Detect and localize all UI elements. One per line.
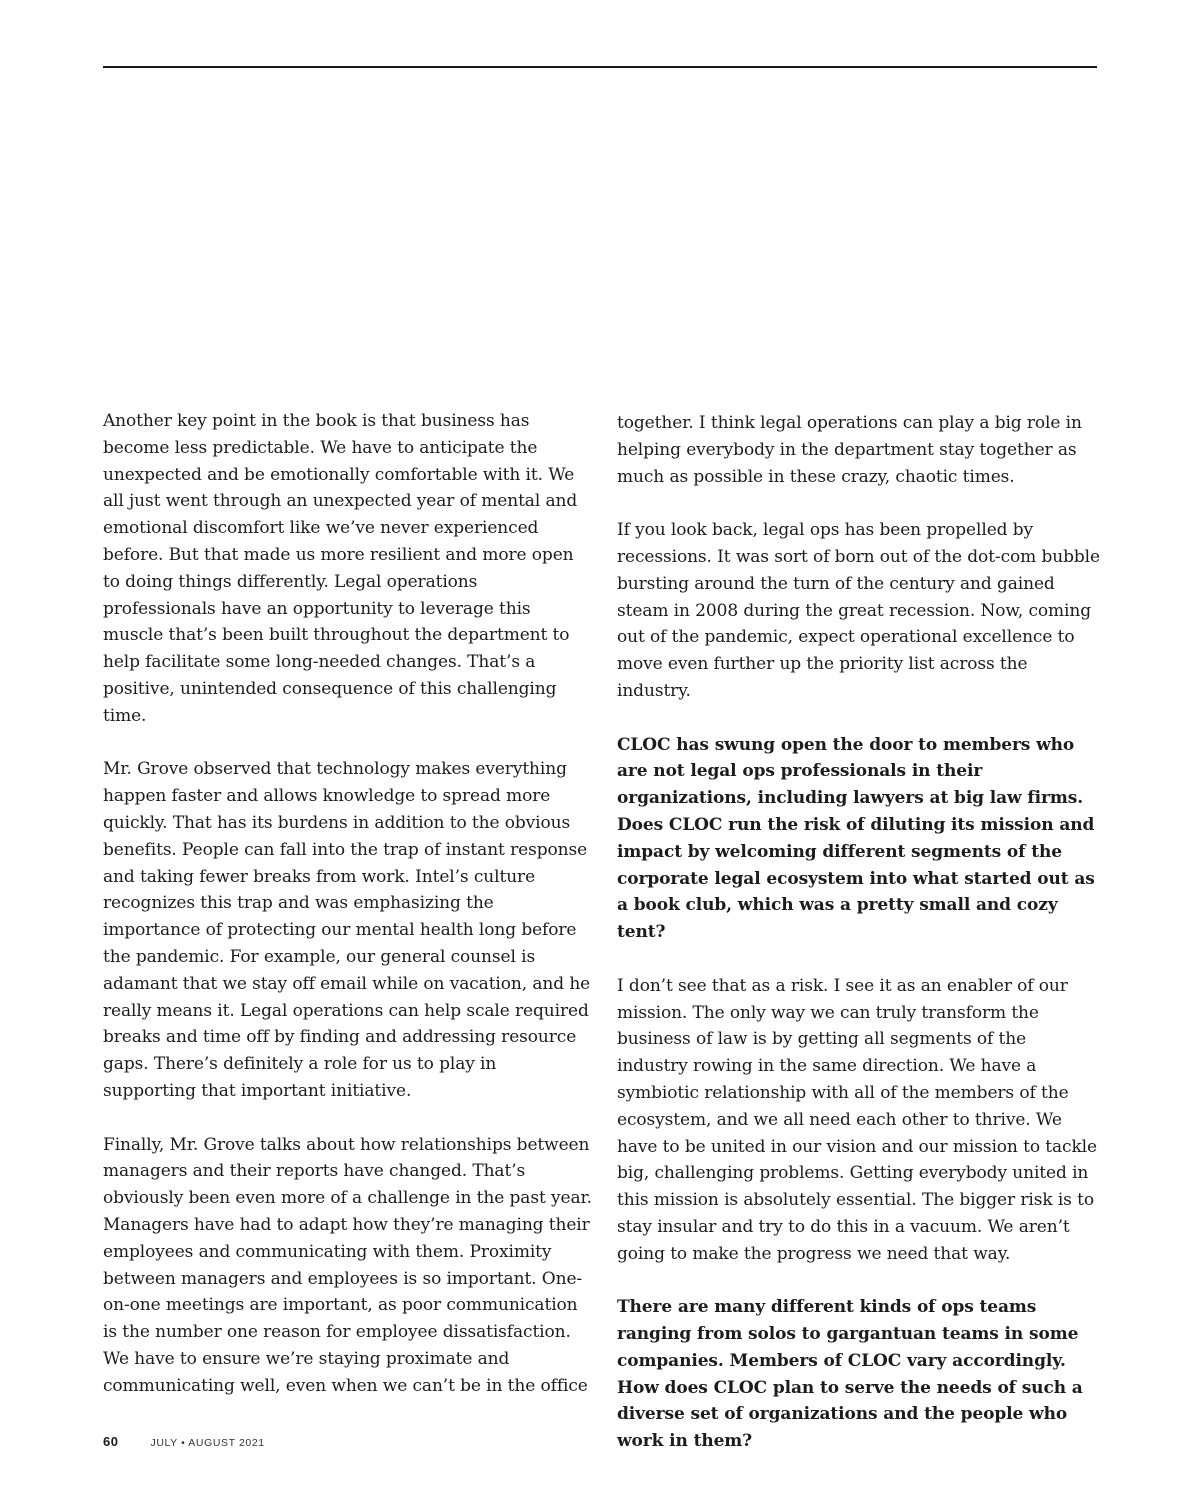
interview-answer: I don’t see that as a risk. I see it as an enabler of our mission. The only way we can truly transform the business of law is by getting all segments of the industry rowing in the same direction. We have a symbiotic relationship with all of the members of the ecosystem, and we all need each other to thrive. We have to be united in our vision and our mission to tackle big, challenging problems. Getting everybody united in this mission is absolutely essential. The bigger risk is to stay insular and try to do this in a vacuum. We aren’t going to make the progress we need that way. bbox=[617, 975, 1097, 1264]
left-column bbox=[103, 408, 593, 1426]
issue-date: JULY • AUGUST 2021 bbox=[150, 1437, 265, 1449]
body-paragraph: Mr. Grove observed that technology makes everything happen faster and allows knowledge to spread more quickly. That has its burdens in addition to the obvious benefits. People can fall into the trap of instant response and taking fewer breaks from work. Intel’s culture recognizes this trap and was emphasizing the importance of protecting our mental health long before the pandemic. For example, our general counsel is adamant that we stay off email while on vacation, and he really means it. Legal operations can help scale required breaks and time off by finding and addressing resource gaps. There’s definitely a role for us to play in supporting that important initiative. bbox=[103, 759, 591, 1101]
interview-question: There are many different kinds of ops teams ranging from solos to gargantuan teams in some companies. Members of CLOC vary accordingly. How does CLOC plan to serve the needs of such a diverse set of organizations and the people who work in them? bbox=[617, 1297, 1083, 1452]
page-footer bbox=[103, 1434, 265, 1449]
right-column bbox=[617, 410, 1101, 1482]
body-paragraph: Finally, Mr. Grove talks about how relationships between managers and their reports have changed. That’s obviously been even more of a challenge in the past year. Managers have had to adapt how they’re managing their employees and communicating with them. Proximity between managers and employees is so important. One-on-one meetings are important, as poor communication is the number one reason for employee dissatisfaction. We have to ensure we’re staying proximate and communicating well, even when we can’t be in the office bbox=[103, 1134, 592, 1396]
body-paragraph: together. I think legal operations can play a big role in helping everybody in the department stay together as much as possible in these crazy, chaotic times. bbox=[617, 413, 1082, 487]
body-paragraph: Another key point in the book is that business has become less predictable. We have to anticipate the unexpected and be emotionally comfortable with it. We all just went through an unexpected year of mental and emotional discomfort like we’ve never experienced before. But that made us more resilient and more open to doing things differently. Legal operations professionals have an opportunity to leverage this muscle that’s been built throughout the department to help facilitate some long-needed changes. That’s a positive, unintended consequence of this challenging time. bbox=[103, 411, 578, 726]
page-number: 60 bbox=[103, 1434, 119, 1449]
top-divider bbox=[103, 66, 1097, 68]
body-paragraph: If you look back, legal ops has been propelled by recessions. It was sort of born out of the dot-com bubble bursting around the turn of the century and gained steam in 2008 during the great recession. Now, coming out of the pandemic, expect operational excellence to move even further up the priority list across the industry. bbox=[617, 520, 1100, 701]
interview-question: CLOC has swung open the door to members who are not legal ops professionals in their organizations, including lawyers at big law firms. Does CLOC run the risk of diluting its mission and impact by welcoming different segments of the corporate legal ecosystem into what started out as a book club, which was a pretty small and cozy tent? bbox=[617, 734, 1095, 943]
